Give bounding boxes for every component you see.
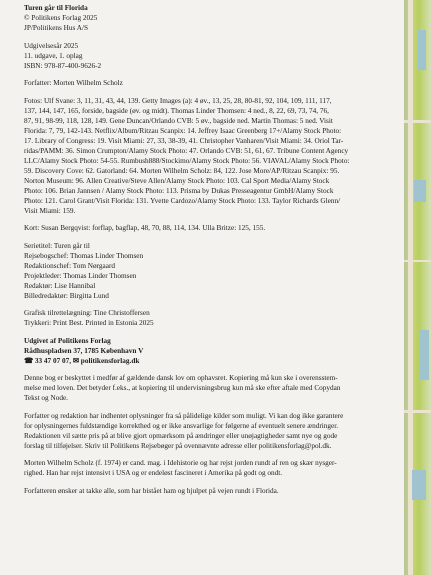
photo-credit-line: 17. Library of Congress: 19. Visit Miami: 27, 33, 38-39, 41. Christopher Vanharen/Visit Miami: 34. Oriol Tar- [24,136,344,145]
contact-line: ☎ 33 47 07 07, ✉ politikensforlag.dk [24,356,140,365]
facing-map-edge [404,0,431,575]
disclaimer [24,411,396,451]
photo-credits [24,96,396,216]
copyright-notice [24,373,396,403]
notice-line: melse med loven. Det betyder f.eks., at kopiering til undervisningsbrug kun må ske efter aftale med Copydan [24,384,341,392]
isbn-line: ISBN: 978-87-400-9626-2 [24,61,102,70]
photo-credit-line: Visit Miami: 159. [24,206,76,215]
edition-block [24,41,396,71]
published-by-line: Udgivet af Politikens Forlag [24,336,111,345]
photo-credit-line: ridas/PAMM: 36. Simon Crumpton/Alamy Stock Photo: 47. Orlando CVB: 51, 61, 67. Tribune Content Agency [24,146,349,155]
disclaimer-line: forslag til tilføjelser. Skriv til Politikens Rejsebøger på ovennævnte adresse eller politikensforlag@pol.dk. [24,441,332,450]
thanks-line: Forfatteren ønsker at takke alle, som har bistået ham og hjulpet på vejen rundt i Florida. [24,486,279,495]
thanks-block [24,486,396,496]
colophon-text [24,3,396,503]
photo-credit-line: Photo: 106. Brian Jannsen / Alamy Stock Photo: 113. Prisma by Dukas Presseagentur GmbH/Alamy Stock [24,186,334,195]
travel-book-chief-line: Rejsebogschef: Thomas Linder Thomsen [24,251,144,260]
editor-line: Redaktør: Lise Hannibal [24,281,96,290]
disclaimer-line: Forfatter og redaktion har indhentet oplysninger fra så pålidelige kilder som muligt. Vi kan dog ikke garantere [24,411,344,420]
photo-credit-line: LLC/Alamy Stock Photo: 54-55. Rumbush888/Stockimo/Alamy Stock Photo: 56. VIAVAL/Alamy Stock Photo: [24,156,350,165]
address-block [24,336,396,366]
street-address-line: Rådhuspladsen 37, 1785 København V [24,346,144,355]
book-title: Turen går til Florida [24,4,88,12]
staff-block [24,241,396,301]
production-block [24,308,396,328]
editorial-chief-line: Redaktionschef: Tom Nørgaard [24,261,116,270]
notice-line: Tekst og Node. [24,394,68,402]
maps-credit-block [24,223,396,233]
picture-editor-line: Billedredaktør: Birgitta Lund [24,291,109,300]
design-line: Grafisk tilrettelægning: Tine Christoffersen [24,309,150,317]
photo-credit-line: Photo: 121. Carol Grant/Visit Florida: 131. Yvette Cardozo/Alamy Stock Photo: 133. Taylor Richards Glenn/ [24,196,341,205]
disclaimer-line: Redaktionen vil sætte pris på at blive gjort opmærksom på ændringer eller unøjagtigheder samt nye og gode [24,431,338,440]
publisher-line: JP/Politikens Hus A/S [24,24,89,32]
edition-line: 11. udgave, 1. oplag [24,51,83,60]
photo-credit-line: 137, 144, 147, 165, forside, bagside (øv. og midt). Thomas Linder Thomsen: 4 ned., 8, 22, 69, 73, 74, 76, [24,106,329,115]
photo-credit-line: Norton Museum: 96. Allen Creative/Steve Allen/Alamy Stock Photo: 103. Cal Sport Media/Alamy Stock [24,176,330,185]
bio-line: Morten Wilhelm Scholz (f. 1974) er cand. mag. i Idehistorie og har rejst jorden rundt af ren og skær nysger- [24,459,337,467]
copyright-line: © Politikens Forlag 2025 [24,14,98,22]
photo-credit-line: 87, 91, 98-99, 118, 128, 149. Gene Duncan/Orlando CVB: 5 øv., bagside ned. Martin Thomas: 5 ned. Visit [24,116,333,125]
bio-line: righed. Han har rejst intensivt i USA og er endeløst fascineret i Amerika på godt og ondt. [24,469,283,477]
author-bio [24,458,396,478]
disclaimer-line: for oplysningernes fuldstændige korrekthed og er ikke ansvarlige for følgerne af eventuelt senere ændringer. [24,421,339,430]
author-block [24,78,396,88]
title-block [24,3,396,33]
photo-credit-line: Florida: 7, 79, 142-143. Netflix/Album/Ritzau Scanpix: 14. Jeffrey Isaac Greenberg 17+/Alamy Stock Photo: [24,126,342,135]
author-line: Forfatter: Morten Wilhelm Scholz [24,79,123,87]
series-title-line: Serietitel: Turen går til [24,241,90,250]
printer-line: Trykkeri: Print Best. Printed in Estonia 2025 [24,319,154,327]
photo-credit-line: 59. Discovery Cove: 62. Gatorland: 64. Morten Wilhelm Scholz: 84, 122. Jose More/AP/Ritzau Scanpix: 95. [24,166,340,175]
year-line: Udgivelsesår 2025 [24,41,79,50]
maps-credit-line: Kort: Susan Bergqvist: forflap, bagflap, 48, 70, 88, 114, 134. Ulla Britze: 125, 155. [24,224,266,232]
notice-line: Denne bog er beskyttet i medfør af gældende dansk lov om ophavsret. Kopiering må kun ske i overensstem- [24,374,338,382]
project-lead-line: Projektleder: Thomas Linder Thomsen [24,271,137,280]
photo-credit-line: Fotos: Ulf Svane: 3, 11, 31, 43, 44, 139. Getty Images (a): 4 øv., 13, 25, 28, 80-81, 92, 104, 109, 111, 117, [24,96,332,105]
